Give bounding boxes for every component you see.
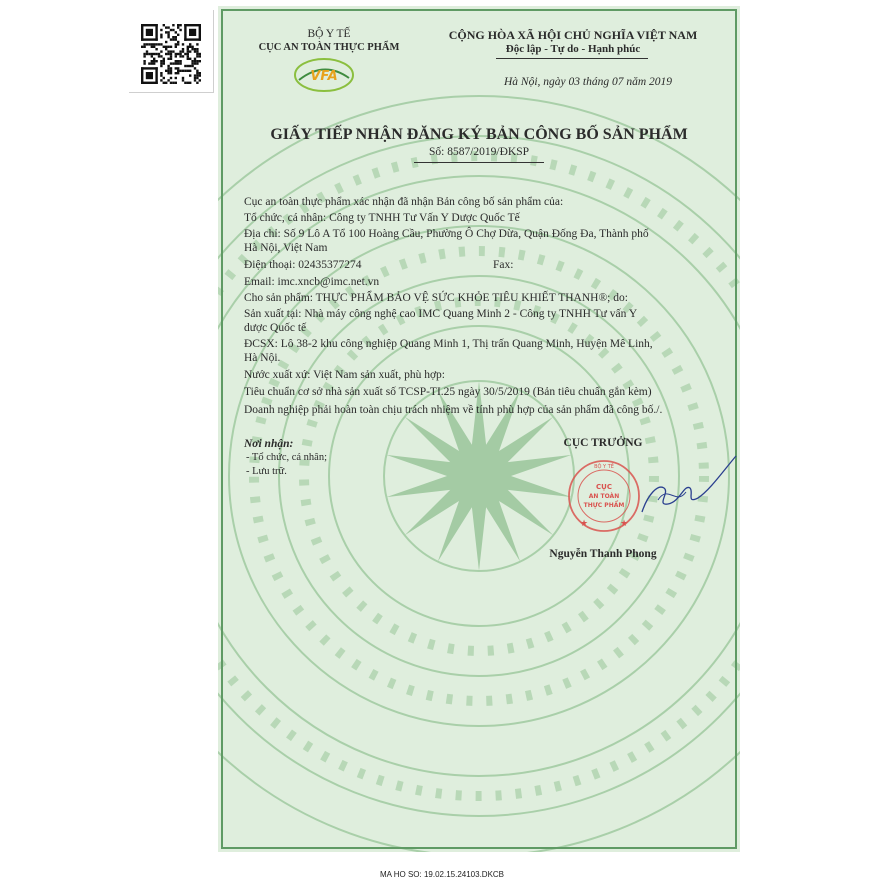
vfa-logo-icon [293,56,355,94]
body-line: Hà Nội, Việt Nam [244,242,328,254]
svg-text:AN TOÀN: AN TOÀN [588,493,620,500]
recipient-item: - Lưu trữ. [246,466,287,477]
ministry-name: BỘ Y TẾ [307,28,351,40]
signer-role: CỤC TRƯỞNG [563,437,643,449]
registration-number: Số: 8587/2019/ĐKSP [428,146,529,158]
email-line: Email: imc.xncb@imc.net.vn [244,276,380,288]
recipient-item: - Tổ chức, cá nhân; [246,452,328,463]
svg-text:★: ★ [620,519,629,529]
body-line: dược Quốc tế [244,322,307,334]
phone-line: Điện thoại: 02435377274 [244,259,362,271]
motto-underline [496,58,648,59]
svg-text:★: ★ [580,519,589,529]
recipients-heading: Nơi nhận: [244,438,294,450]
body-line: Tổ chức, cá nhân: Công ty TNHH Tư Vấn Y Dược Quốc Tế [244,212,520,224]
body-line: ĐCSX: Lô 38-2 khu công nghiệp Quang Minh 1, Thị trấn Quang Minh, Huyện Mê Linh, [244,338,653,350]
fax-line: Fax: [493,259,514,271]
issue-date: Hà Nội, ngày 03 tháng 07 năm 2019 [503,76,673,88]
svg-text:CỤC: CỤC [596,483,612,491]
dossier-code: MA HO SO: 19.02.15.24103.DKCB [379,870,505,879]
body-line: Nước xuất xứ: Việt Nam sản xuất, phù hợp: [244,369,445,381]
body-line: Sản xuất tại: Nhà máy công nghệ cao IMC Quang Minh 2 - Công ty TNHH Tư vấn Y [244,308,638,320]
page-title: GIẤY TIẾP NHẬN ĐĂNG KÝ BẢN CÔNG BỐ SẢN PHẨM [270,126,688,143]
agency-name: CỤC AN TOÀN THỰC PHẨM [258,42,400,53]
national-motto: Độc lập - Tự do - Hạnh phúc [505,43,641,55]
body-line: Tiêu chuẩn cơ sở nhà sản xuất số TCSP-TI.25 ngày 30/5/2019 (Bản tiêu chuẩn gắn kèm) [244,386,652,398]
qr-code-icon [141,24,201,84]
body-line: Cục an toàn thực phẩm xác nhận đã nhận Bản công bố sản phẩm của: [244,196,564,208]
body-line: Cho sản phẩm: THỰC PHẨM BẢO VỆ SỨC KHỎE TIÊU KHIẾT THANH®; do: [244,292,628,304]
certificate-document [218,6,740,852]
number-underline [414,162,544,163]
svg-text:VFA: VFA [310,69,338,84]
svg-text:THỰC PHẨM: THỰC PHẨM [583,502,625,509]
body-line: Địa chỉ: Số 9 Lô A Tổ 100 Hoàng Cầu, Phường Ô Chợ Dừa, Quận Đống Đa, Thành phố [244,228,649,240]
country-name: CỘNG HÒA XÃ HỘI CHỦ NGHĨA VIỆT NAM [448,28,698,42]
body-line: Doanh nghiệp phải hoàn toàn chịu trách nhiệm về tính phù hợp của sản phẩm đã công bố./. [244,404,663,416]
signer-name: Nguyễn Thanh Phong [549,548,657,560]
handwritten-signature-icon [628,454,740,534]
qr-code-frame [129,10,214,93]
svg-text:BỘ Y TẾ: BỘ Y TẾ [594,464,614,470]
body-line: Hà Nội. [244,352,281,364]
